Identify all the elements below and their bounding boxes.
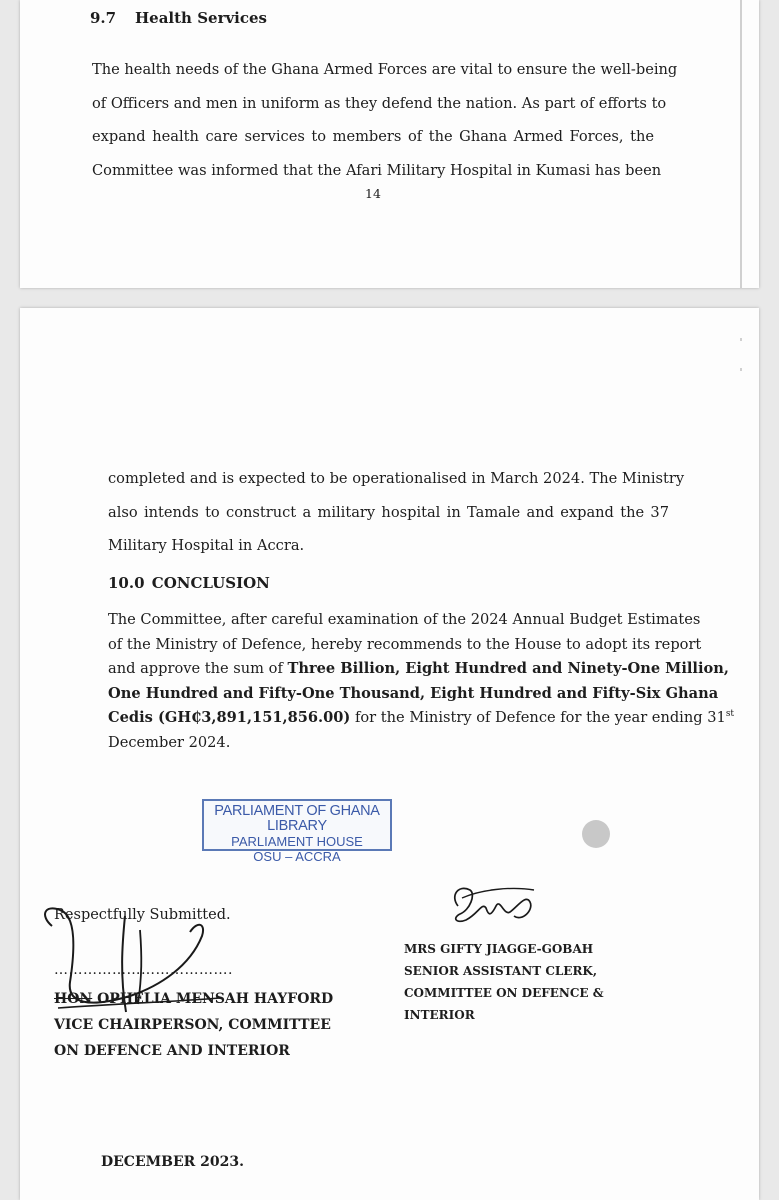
conclusion-paragraph (108, 608, 735, 755)
signatory-committee: INTERIOR (404, 1008, 475, 1022)
signatory-title: SENIOR ASSISTANT CLERK, (404, 964, 598, 978)
health-services-paragraph (92, 53, 678, 187)
section-heading (90, 9, 267, 27)
paragraph-line (108, 657, 729, 682)
document-page-14 (20, 0, 759, 288)
conclusion-number: 10.0 (108, 574, 145, 592)
signatory-name: HON OPHELIA MENSAH HAYFORD (54, 991, 334, 1007)
stamp-line: PARLIAMENT OF GHANA LIBRARY (214, 803, 380, 834)
paragraph-line (108, 682, 719, 707)
stamp-line: OSU – ACCRA (253, 849, 341, 864)
paragraph-line: The health needs of the Ghana Armed Forces are vital to ensure the well-being (92, 61, 678, 78)
library-stamp (202, 799, 392, 864)
paragraph-line: completed and is expected to be operationalised in March 2024. The Ministry (108, 470, 685, 487)
page-number: 14 (365, 186, 381, 201)
signatory-committee: COMMITTEE ON DEFENCE & (404, 986, 604, 1000)
document-page-15 (20, 308, 759, 1200)
paragraph-line: Committee was informed that the Afari Military Hospital in Kumasi has been (92, 161, 662, 179)
paragraph-line: of the Ministry of Defence, hereby recommends to the House to adopt its report (108, 635, 702, 653)
signatory-title: VICE CHAIRPERSON, COMMITTEE (54, 1017, 331, 1033)
scan-edge-mark (740, 368, 742, 371)
left-signatory-block (54, 986, 333, 1064)
section-title: Health Services (135, 9, 268, 27)
signatory-name: MRS GIFTY JIAGGE-GOBAH (404, 942, 594, 956)
signature-dotted-line: ………………………………. (54, 962, 233, 978)
ordinal-suffix: st (725, 709, 735, 720)
scan-edge-mark (740, 338, 742, 341)
paragraph-line: The Committee, after careful examination of the 2024 Annual Budget Estimates (108, 611, 701, 628)
paragraph-line: expand health care services to members of the Ghana Armed Forces, the (92, 128, 654, 145)
stamp-line: PARLIAMENT HOUSE (231, 834, 363, 849)
respectfully-submitted: Respectfully Submitted. (54, 907, 231, 923)
bold-amount-text: Cedis (GH₵3,891,151,856.00) (108, 709, 351, 726)
paragraph-line: Military Hospital in Accra. (108, 537, 305, 554)
paragraph-line: December 2024. (108, 733, 231, 751)
struck-title: HON (54, 991, 93, 1007)
paragraph-line: of Officers and men in uniform as they defend the nation. As part of efforts to (92, 94, 667, 112)
paragraph-line (108, 706, 735, 731)
conclusion-title: CONCLUSION (151, 574, 270, 592)
plain-text: for the Ministry of Defence for the year ending 31 (350, 709, 726, 726)
report-date: DECEMBER 2023. (101, 1154, 244, 1170)
bold-amount-text: One Hundred and Fifty-One Thousand, Eight Hundred and Fifty-Six Ghana (108, 684, 719, 702)
bold-amount-text: Three Billion, Eight Hundred and Ninety-One Million, (287, 660, 729, 677)
scan-edge-line (740, 0, 742, 288)
hospital-paragraph (108, 462, 685, 563)
paragraph-line: also intends to construct a military hospital in Tamale and expand the 37 (108, 503, 669, 521)
scan-smudge-dot (582, 820, 610, 848)
section-number: 9.7 (90, 9, 117, 27)
right-signatory-block (404, 938, 604, 1026)
signatory-committee: ON DEFENCE AND INTERIOR (54, 1043, 290, 1059)
conclusion-heading (108, 574, 270, 592)
right-signature-image (430, 876, 540, 936)
plain-text: and approve the sum of (108, 660, 288, 677)
